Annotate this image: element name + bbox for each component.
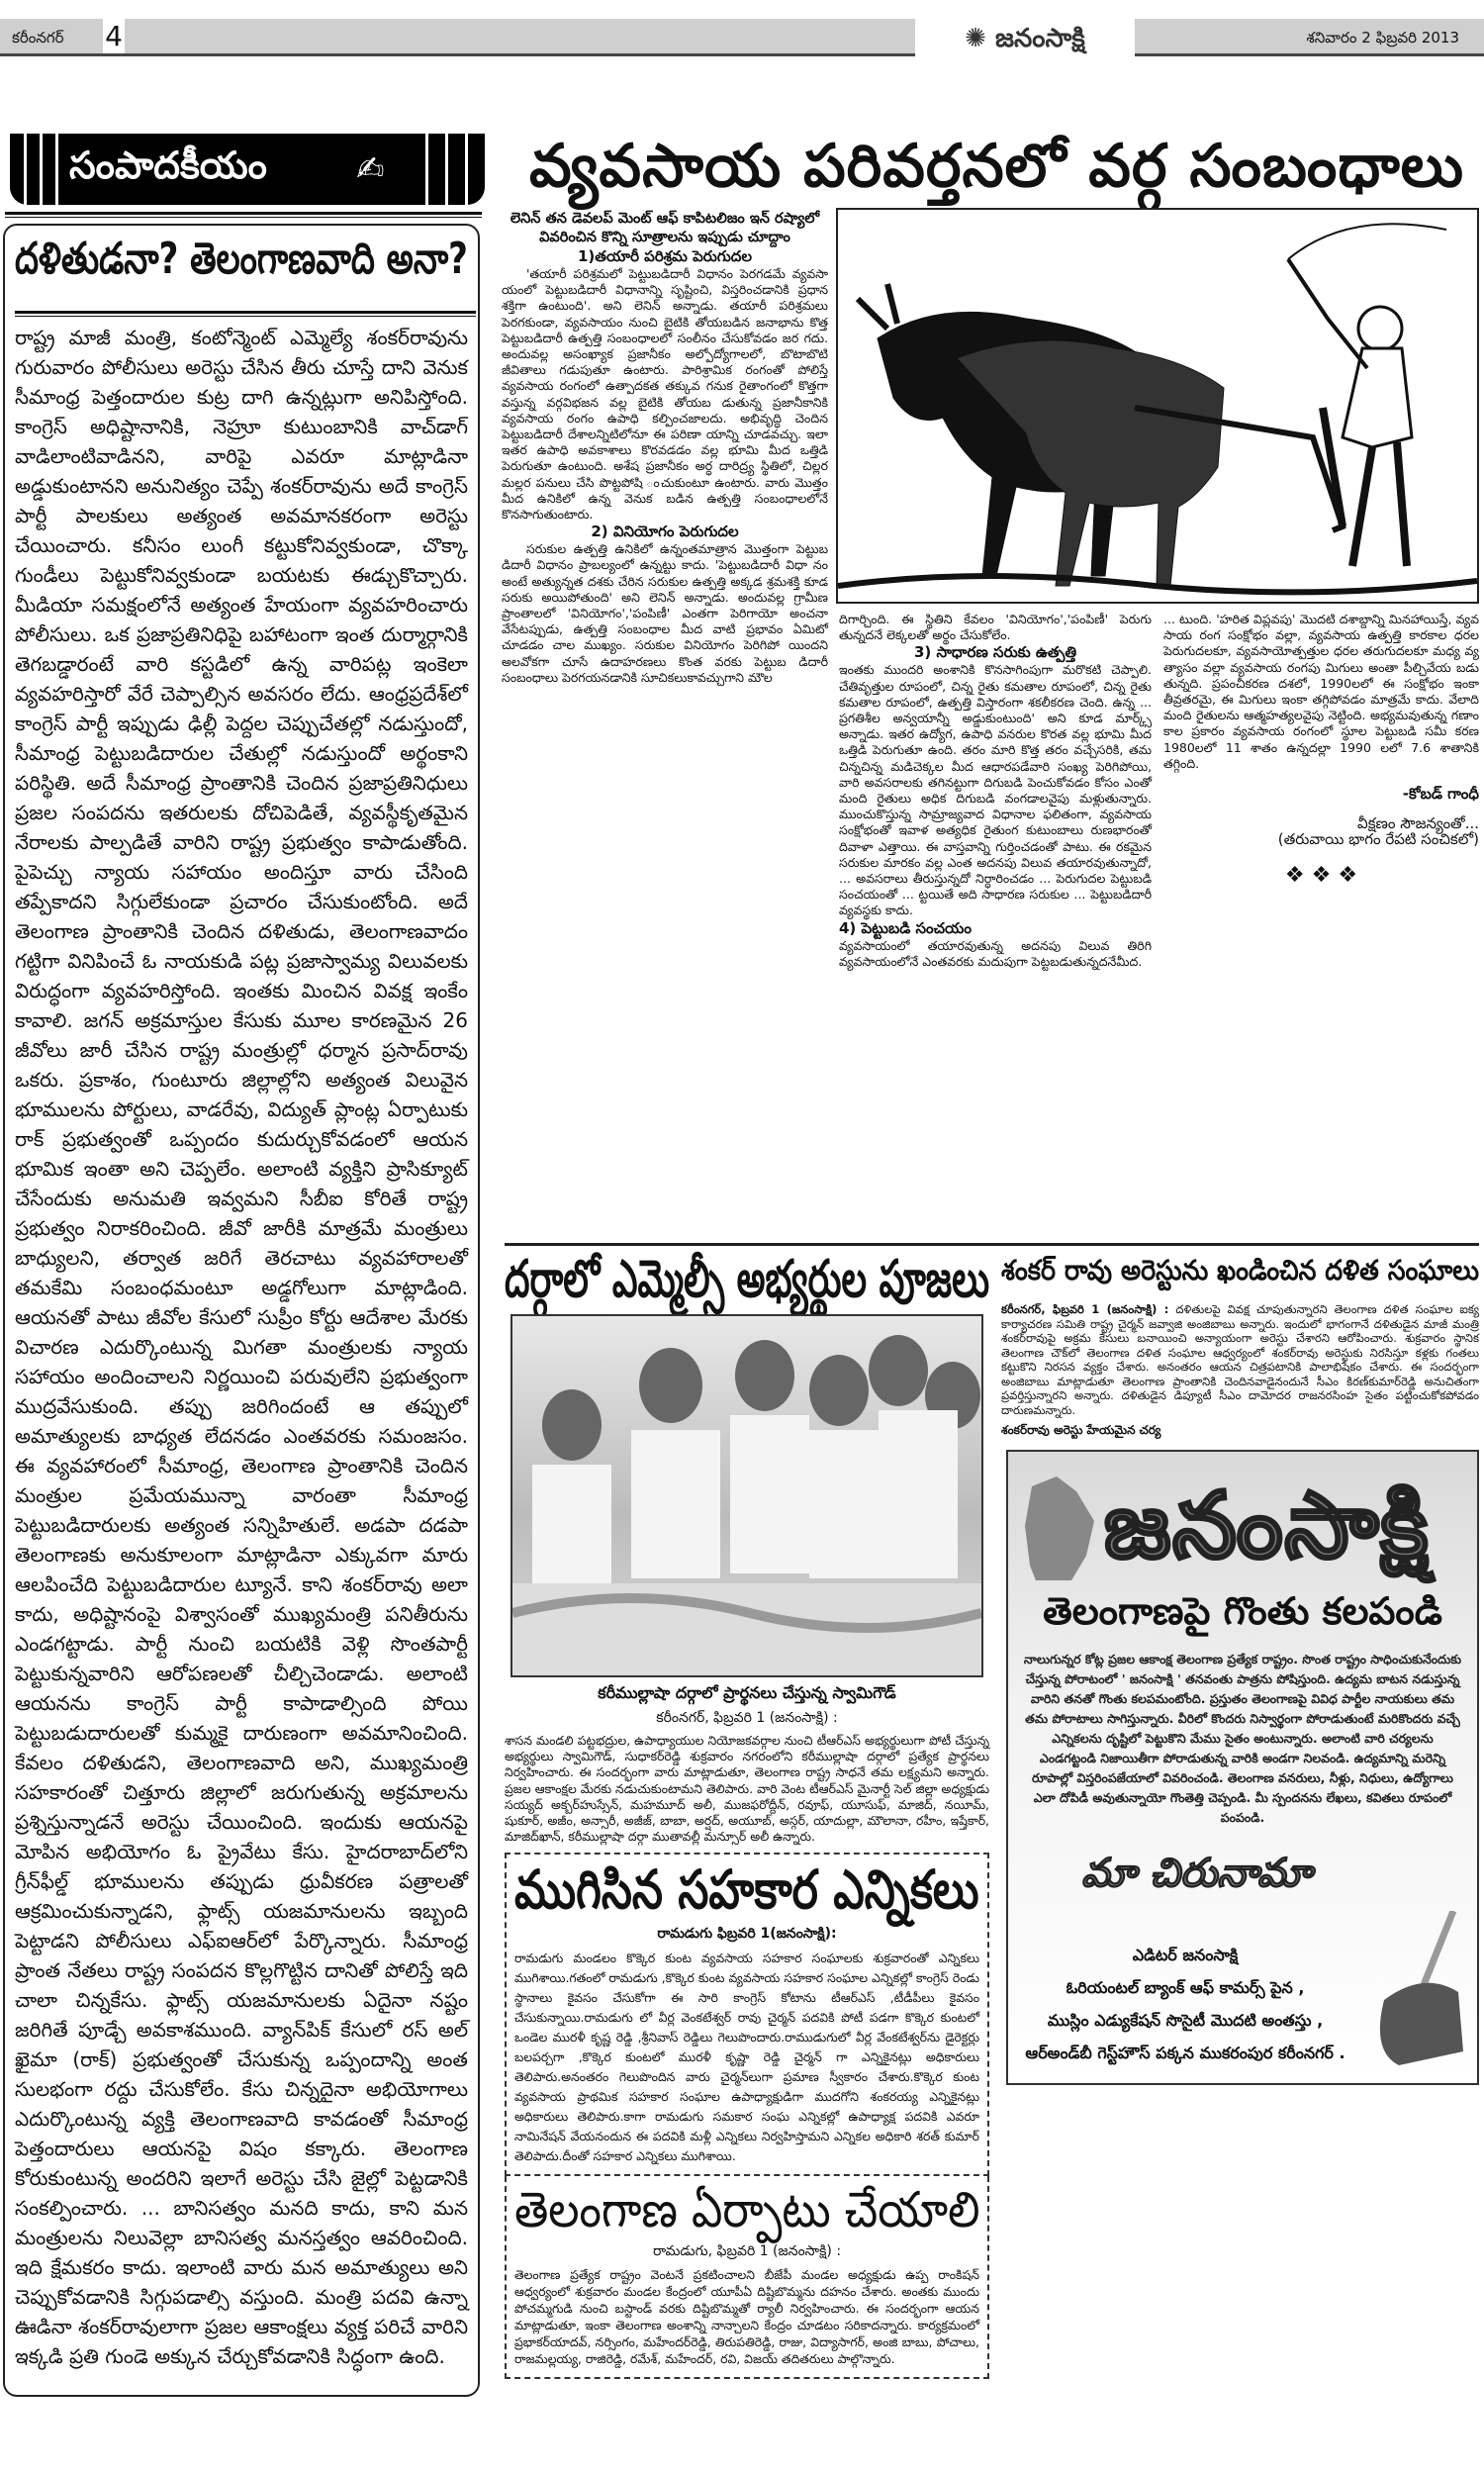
- author-byline: -కోబడ్ గాంధీ: [1402, 785, 1479, 804]
- section-heading: 4) పెట్టుబడి సంచయం: [839, 918, 972, 937]
- dalit-protest-article: [1001, 1249, 1479, 1440]
- article-subhead: శంకర్‌రావు అరెస్టు హేయమైన చర్య: [1001, 1423, 1161, 1437]
- address-line: ఆర్అండ్‌బీ గెస్ట్‌హౌస్ పక్కన ముకరంపుర కరీంనగర్ .: [1025, 2044, 1345, 2062]
- feature-column-3: [1163, 612, 1479, 888]
- photo-caption: కరీముల్లాషా దర్గాలో ప్రార్థనలు చేస్తున్న స్వామిగౌడ్: [598, 1683, 896, 1702]
- dargah-article: [505, 1683, 989, 1845]
- article-body: తెలంగాణ ప్రత్యేక రాష్ట్రం వెంటనే ప్రకటించాలని బీజేపీ మండల అధ్యక్షుడు ఉప్ప రాంకిషన్ ఆధ్వర్యంలో శుక్రవారం మండల కేంద్రంలో యూపీఏ దిష్టిబొమ్మను దహనం చేశారు. అంతకు ముందు పోచమ్మగుడి నుంచి బస్టాండ్ వరకు దిష్టిబొమ్మతో ర్యాలీ నిర్వహించారు. ఈ సందర్భంగా ఆయన మాట్లాడుతూ, ఇంకా తెలంగాణ అంశాన్ని నాన్చాలని కేంద్రం చూడటం సరికాదన్నారు. కార్యక్రమంలో ప్రభాకర్‌యాదవ్, నర్సింగం, మహేందర్‌రెడ్డి, తిరుపతిరెడ్డి, రాజు, విద్యాసాగర్, అంజి బాబు, పోచాలు, రాజమల్లయ్య, రాజిరెడ్డి, రమేశ్, మహేందర్, రవి, విజయ్ తదితరులు పాల్గొన్నారు.: [514, 2267, 979, 2367]
- editorial-article: [3, 224, 480, 2397]
- continued-note: (తరువాయి భాగం రేపటి సంచికలో): [1277, 830, 1479, 849]
- editorial-headline: దళితుడనా? తెలంగాణవాది అనా?: [15, 234, 468, 284]
- feature-headline: వ్యవసాయ పరివర్తనలో వర్గ సంబంధాలు: [528, 132, 1465, 201]
- coop-headline: ముగిసిన సహకార ఎన్నికలు: [514, 1858, 979, 1922]
- telangana-map-icon: [1022, 1472, 1096, 1580]
- section-text: 'తయారీ పరిశ్రమలో పెట్టుబడిదారీ విధానం పెరగడమే వ్యవసా యంలో పెట్టుబడిదారీ విధానాన్ని సృష్టించి, విస్తరించడానికి ప్రధాన శక్తిగా ఉంటుంది'. అని లెనిన్ అన్నాడు. తయారీ పరిశ్రమలు పెరగకుండా, వ్యవసాయం నుంచి బైటికి తోయబడిన జనాభాను కొత్త పెట్టుబడిదారీ ఉత్పత్తి సంబంధాలలో సంలీనం చేసుకోవడం జర గదు. అందువల్ల అసంఖ్యాక ప్రజానీకం అల్పోద్యోగాలలో, బొటాబొటి జీవితాలు గడుపుతూ ఉంటారు. పారిశ్రామిక రంగంతో పోలిస్తే వ్యవసాయ రంగంలో ఉత్పాదకత తక్కువ గనుక రైతాంగంలో కొత్తగా వస్తున్న వర్గవిభజన వల్ల బైటికి తోయబ డుతున్న ప్రజానీకానికి వ్యవసాయ రంగం ఉపాధి కల్పించజాలదు. అభివృద్ధి చెందిన పెట్టుబడిదారీ దేశాలన్నిటిలోనూ ఈ పరిణా యాన్ని చూడవచ్చు. ఇలా ఇతర ఉపాధి అవకాశాలు కొరవడడం వల్ల భూమి మీద ఒత్తిడి పెరుగుతూ ఉంటుంది. అశేష ప్రజానీకం అర్ధ దారిద్ర్య స్థితిలో, చిల్లర మల్లర పనులు చేసి పొట్టపోషి ంచుకుంటూ ఉంటారు. వారు మొత్తం మీద ఉనికిలో ఉన్న వెనుక బడిన ఉత్పత్తి సంబంధాలలోనే కొనసాగుతుంటారు.: [502, 266, 828, 523]
- article-body: శాసన మండలి పట్టభద్రుల, ఉపాధ్యాయుల నియోజకవర్గాల నుంచి టీఆర్ఎస్ అభ్యర్థులుగా పోటీ చేస్తున్న అభ్యర్థులు స్వామిగౌడ్, సుధాకర్‌రెడ్డి శుక్రవారం నగరంలోని కరీముల్లాషా దర్గాలో ప్రత్యేక ప్రార్థనలు నిర్వహించారు. ఈ సందర్భంగా వారు మాట్లాడుతూ, తెలంగాణ రాష్ట్ర సాధనే తమ లక్ష్యమని అన్నారు. ప్రజల ఆకాంక్షల మేరకు నడుచుకుంటామని తెలిపారు. వారి వెంట టీఆర్ఎస్ మైనార్టీ సెల్ జిల్లా అధ్యక్షుడు సయ్యద్ అక్బర్‌హుస్సేన్, మహమూద్ అలీ, ముజఫరోద్దీన్, రవూఫ్, యూసుఫ్, మాజిద్, నయీమ్, షుకూర్, అజీం, అన్సారీ, అజీజ్, బాబా, అర్షద్, అయూబ్, అస్గర్, యాదుల్లా, మౌలానా, రహీం, ఇష్తేకార్, మాజిద్‌ఖాన్, కరీముల్లాషా దర్గా ముతావల్లీ మన్సూర్ అలీ ఉన్నారు.: [505, 1733, 989, 1845]
- courtesy-note: వీక్షణం సౌజన్యంతో...: [1357, 814, 1479, 833]
- hand-with-pen-icon: [1354, 1911, 1463, 2069]
- divider: [505, 1243, 1479, 1246]
- editorial-label-text: సంపాదకీయం: [69, 143, 267, 187]
- feature-column-2: [839, 612, 1152, 970]
- ad-logo: జనంసాక్షి: [1104, 1473, 1431, 1578]
- section-text: ... టుంది. 'హరిత విప్లవపు' మొదటి దశాబ్దాన్ని మినహాయిస్తే, వ్యవ సాయ రంగ సంక్షోభం వల్లా, వ్యవసాయ ఉత్పత్తి కారకాల ధరల పెరుగుదలకూ, వ్యవసాయోత్పత్తుల ధరల తరుగుదలకూ మధ్య వ్య త్యాసం వల్లా వ్యవసాయ రంగపు మిగులు అంతా పీల్చివేయ బడు తున్నది. ప్రపంచీకరణ దశలో, 1990లలో ఈ సంక్షోభం ఇంకా తీవ్రతరమై, ఈ మిగులు ఇంకా తగ్గిపోవడం మాత్రమే కాదు. వేలాది మంది రైతులను ఆత్మహత్యలవైపు నెట్టింది. అభ్యమవుతున్న గణాం కాల ప్రకారం వ్యవసాయ రంగంలో స్థూల పెట్టుబడి సమీ కరణ 1980లలో 11 శాతం ఉన్నదల్లా 1990 లలో 7.6 శాతానికి తగ్గింది.: [1163, 612, 1479, 771]
- page-header: [0, 19, 1484, 56]
- logo-text: జనంసాక్షి: [995, 24, 1085, 53]
- section-text: సరుకుల ఉత్పత్తి ఉనికిలో ఉన్నంతమాత్రాన మొత్తంగా పెట్టుబ డిదారీ విధానం ప్రాబల్యంలో ఉన్నట్టు కాదు. 'పెట్టుబడిదారీ విధా నం అంటే అత్యున్నత దశకు చేరిన సరుకుల ఉత్పత్తి అక్కడ శ్రమశక్తి కూడ సరుకు అయిపోతుంది' అని లెనిన్ అన్నాడు. అందువల్ల గ్రామీణ ప్రాంతాలలో 'వినియోగం','పంపిణీ' ఎంతగా పెరిగాయో అంచనా వేసేటప్పుడు, ఉత్పత్తి సంబంధాల మీద వాటి ప్రభావం ఏమిటో చూడడం చాల ముఖ్యం. సరుకుల వినియోగం పెరిగిపో యిందని అలవోకగా చూసే ఉదాహరణలు కొంత వరకు పెట్టుబ డిదారీ సంబంధాలు పెరగయనడానికి సూచికలుకావచ్చుగాని మౌల: [502, 541, 828, 685]
- editorial-label: [10, 134, 485, 205]
- dargah-prayer-photo: [510, 1314, 983, 1677]
- issue-date: శనివారం 2 ఫిబ్రవరి 2013: [1306, 29, 1459, 47]
- coop-election-article: [505, 1853, 989, 2176]
- section-text: దిగార్చింది. ఈ స్థితిని కేవలం 'వినియోగం','పంపిణీ' పెరుగు తున్నదనే లెక్కలతో అర్థం చేసుకోలేం.: [839, 612, 1152, 643]
- dargah-headline: దర్గాలో ఎమ్మెల్సీ అభ్యర్థుల పూజలు: [505, 1250, 990, 1309]
- right-lower-column: [1001, 1249, 1479, 2085]
- logo-icon: ✺: [965, 24, 986, 53]
- ad-slogan: తెలంగాణపై గొంతు కలపండి: [1043, 1589, 1442, 1633]
- page-number: 4: [103, 19, 125, 53]
- ad-address: [1022, 1939, 1348, 2069]
- dateline: కరీంనగర్, ఫిబ్రవరి 1 (జనంసాక్షి) :: [656, 1710, 838, 1726]
- article-body: రామడుగు మండలం కొక్కెర కుంట వ్యవసాయ సహకార సంఘాలకు శుక్రవారంతో ఎన్నికలు ముగిశాయి.గతంలో రామడుగు ,కొక్కెర కుంట వ్యవసాయ సహకార సంఘాల ఎన్నికల్లో కాంగ్రెస్ రెండు స్థానాలు కైవసం చేసుకోగా ఈ సారి కాంగ్రెస్ కోటాను టీఆర్ఎస్ ,టీడీపీలు కైవసం చేసుకున్నాయి.రామడుగు లో వీర్ల వెంకటేశ్వర్ రావు చైర్మన్ పదవికి పోటీ పడగా కొక్కెర కుంటలో ఒండెల మురళీ కృష్ణ రెడ్డి ,శ్రీనివాస్ రెడ్డిలు గెలుపొందారు.రాముడుగులో వీర్ల వేంకటేశ్వర్‌ను డైరెక్టర్లు బలపర్చగా ,కొక్కెర కుంటలో మురళీ కృష్ణా రెడ్డి చైర్మన్ గా ఎన్నికైనట్లు అధికారులు తెలిపారు.అనంతరం గెలుపొందిన వారు చైర్మన్‌లుగా ప్రమాణ స్వీకారం చేశారు.కొక్కెర కుంట వ్యవసాయ ప్రాథమిక సహకార సంఘాల ఉపాధ్యాక్షుడిగా ముదగోని శంకరయ్య ఎన్నికైనట్లు అధికారులు తెలిపారు.కాగా రామడుగు సమకార సంఘ ఎన్నికల్లో ఉపాధ్యాక్ష పదవికి ఎవరూ నామినేషన్ వేయనందున ఈ పదవికి మళ్లీ ఎన్నికలు నిర్వహిస్తామని ఎన్నికల అధికారి శరత్ కుమార్ తెలిపాదు.దీంతో సహకార ఎన్నికలు ముగిశాయి.: [514, 1951, 979, 2164]
- middle-lower-column: [505, 1249, 989, 2379]
- dateline: రామడుగు ఫిబ్రవరి 1(జనంసాక్షి):: [657, 1926, 837, 1943]
- section-text: ఇంతకు ముందరి అంశానికి కొనసాగింపుగా మరొకటి చెప్పాలి. చేతివృత్తుల రూపంలో, చిన్న రైతు కమతాల రూపంలో, చిన్న రైతు కమతాల రూపంలో, ఉత్పత్తి విస్తారంగా శకలీకరణ చెంది. ఉన్న ... ప్రగతిశీల అన్వయాన్నీ అడ్డుకుంటుంది' అని కూడ మార్క్స్ అన్నాడు. ఇతర ఉద్యోగ, ఉపాధి వనరుల కొరత వల్ల భూమి మీద ఒత్తిడి పెరుగుతూ ఉంది. తరం మారి కొత్త తరం వచ్చేసరికి, తమ చిన్నచిన్న మడిచెక్కల మీద ఆధారపడేవారి సంఖ్య పెరిగిపోయి, వారి అవసరాలకు తగినట్టుగా దిగుబడి పెంచుకోవడం కోసం ఎంతో మంది రైతులు అధిక దిగుబడి వంగడాలవైపు మళ్లుతున్నారు. ముంచుకొస్తున్న సామ్రాజ్యవాద విధానాల ఫలితంగా, వ్యవసాయ సంక్షోభంతో ఇవాళ అత్యధిక రైతుంగ కుటుంబాలు రుణభారంతో దివాళా ఎత్తాయి. ఈ వాస్తవాన్ని గుర్తించడంతో పాటు. ఈ రకమైన సరుకుల మారకం వల్ల ఎంత అదనపు విలువ తయారవుతున్నాదో, ... అవసరాలు తీరుస్తున్నదో నిర్ధారించడం ... పెరుగుదల పెట్టుబడి సంచయంతో ... ట్టయితే అది సాధారణ సరుకుల ... పెట్టుబడిదారీ వ్యవస్థకు కాదు.: [839, 662, 1152, 918]
- dalit-headline: శంకర్ రావు అరెస్టును ఖండించిన దళిత సంఘాలు: [1001, 1254, 1479, 1286]
- section-heading: 2) వినియోగం పెరుగుదల: [591, 523, 739, 541]
- section-heading: 3) సాధారణ సరుకు ఉత్పత్తి: [913, 643, 1077, 662]
- divider: [5, 212, 482, 218]
- farmer-ploughing-cartoon: [836, 208, 1479, 604]
- address-line: ఎడిటర్ జనంసాక్షి: [1132, 1946, 1239, 1964]
- ornament-icon: ❖ ❖ ❖: [1284, 862, 1358, 888]
- janamsakshi-advertisement: [1006, 1450, 1479, 2085]
- edition-city: కరీంనగర్: [12, 29, 64, 47]
- section-heading: 1)తయారీ పరిశ్రమ పెరుగుదల: [578, 247, 752, 265]
- article-body: దళితులపై వివక్ష చూపుతున్నారని తెలంగాణ దళిత సంఘాల ఐక్య కార్యాచరణ సమితి రాష్ట్ర చైర్మన్ జవ్వాజి అంజిబాబు అన్నారు. ఇందులో భాగంగానే దళితుడైన మాజీ మంత్రి శంకర్‌రావుపై అక్రమ కేసులు బనాయించి అన్యాయంగా అరెస్టు చేశారని ఆరోపించారు. శుక్రవారం స్థానిక తెలంగాణ చౌక్‌లో తెలంగాణ దళిత సంఘాల ఆధ్వర్యంలో శంకర్‌రావు అరెస్టుకు నిరసిస్తూ కళ్లకు గంతలు కట్టుకొని నిరసన వ్యక్తం చేశారు. అనంతరం ఆయన చిత్రపటానికి పాలాభిషేకం చేశారు. ఈ సందర్భంగా అంజిబాబు మాట్లాడుతూ తెలంగాణ ప్రాంతానికి చెందినవాడైనందునే సీఎం కిరణ్‌కుమార్‌రెడ్డి అనుచితంగా ప్రవర్తిస్తున్నారని అన్నారు. దళితుడైన డిప్యూటీ సీఎం దామోదర రాజనరసింహ సైతం పట్టించుకోకపోవడం దారుణమన్నారు.: [1001, 1302, 1479, 1417]
- address-heading: మా చిరునామా: [1081, 1851, 1312, 1896]
- pen-icon: ✍: [356, 149, 385, 189]
- divider: [15, 311, 476, 317]
- feature-intro: లెనిన్ తన డెవలప్ మెంట్ ఆఫ్ కాపిటలిజం ఇన్ రష్యాలో వివరించిన కొన్ని సూత్రాలను ఇప్పుడు చూద్దాం: [510, 211, 820, 245]
- dateline: కరీంనగర్, ఫిబ్రవరి 1 (జనంసాక్షి) :: [1001, 1302, 1169, 1316]
- feature-column-1: [502, 210, 828, 686]
- ad-message: నాలుగున్నర కోట్ల ప్రజల ఆకాంక్ష తెలంగాణ ప్రత్యేక రాష్ట్రం. సొంత రాష్ట్రం సాధించుకునేందుకు చేస్తున్న పోరాటంలో ' జనంసాక్షి ' తనవంతు పాత్రను పోషిస్తుంది. ఉద్యమ బాటన నడుస్తున్న వారిని తనతో గొంతు కలపమంటోంది. ప్రస్తుతం తెలంగాణపై వివిధ పార్టీల నాయకులు తమ తమ పోరాటాలు సాగిస్తున్నారు. వీరిలో కొందరు నిస్వార్థంగా పోరాడుతుంటే మరికొందరు వచ్చే ఎన్నికలను దృష్టిలో పెట్టుకొని మేము సైతం అంటున్నారు. అలాంటి వారి చర్యలను ఎండగట్టండి నిజాయితీగా పోరాడుతున్న వారికి అండగా నిలవండి. ఉద్యమాన్ని మరెన్ని రూపాల్లో విస్తరింపజేయాలో వివరించండి. తెలంగాణ వనరులు, నీళ్లు, నిధులు, ఉద్యోగాలు ఎలా దోపిడీ అవుతున్నాయో గొంతెత్తి చెప్పండి. మీ స్పందనను లేఖలు, కవితలు రూపంలో పంపండి.: [1023, 1652, 1462, 1825]
- masthead-logo: [915, 19, 1135, 58]
- section-text: వ్యవసాయంలో తయారవుతున్న అదనపు విలువ తిరిగి వ్యవసాయంలోనే ఎంతవరకు మదుపుగా పెట్టబడుతున్నదనేమీద.: [839, 937, 1152, 969]
- telangana-article: [505, 2176, 989, 2379]
- telangana-headline: తెలంగాణ ఏర్పాటు చేయాలి: [514, 2181, 980, 2239]
- address-line: ముస్లిం ఎడ్యుకేషన్ సొసైటీ మొదటి అంతస్తు ,: [1047, 2011, 1324, 2030]
- editorial-body: రాష్ట్ర మాజీ మంత్రి, కంటోన్మెంట్ ఎమ్మెల్యే శంకర్‌రావును గురువారం పోలీసులు అరెస్టు చేసిన తీరు చూస్తే దాని వెనుక సీమాంధ్ర పెత్తందారుల కుట్ర దాగి ఉన్నట్లుగా అనిపిస్తోంది. కాంగ్రెస్ అధిష్టానానికి, నెహ్రూ కుటుంబానికి వాచ్‌డాగ్ వాడిలాంటివాడినని, వారిపై ఎవరూ మాట్లాడినా అడ్డుకుంటానని అనునిత్యం చెప్పే శంకర్‌రావును అదే కాంగ్రెస్ పార్టీ పాలకులు అత్యంత అవమానకరంగా అరెస్టు చేయించారు. కనీసం లుంగీ కట్టుకోనివ్వకుండా, చొక్కా గుండీలు పెట్టుకోనివ్వకుండా బయటకు ఈడ్చుకొచ్చారు. మీడియా సమక్షంలోనే అత్యంత హేయంగా వ్యవహరించారు పోలీసులు. ఒక ప్రజాప్రతినిధిపై బహాటంగా ఇంత దుర్మార్గానికి తెగబడ్డారంటే వారి కస్టడిలో ఉన్న వారిపట్ల ఇంకెలా వ్యవహరిస్తారో వేరే చెప్పాల్సిన అవసరం లేదు. ఆంధ్రప్రదేశ్‌లో కాంగ్రెస్ పార్టీ ఇప్పుడు ఢిల్లీ పెద్దల చెప్పుచేతల్లో నడుస్తుందో, సీమాంధ్ర పెట్టుబడిదారుల చేతుల్లో నడుస్తుందో అర్థంకాని పరిస్థితి. అదే సీమాంధ్ర ప్రాంతానికి చెందిన ప్రజాప్రతినిధులు ప్రజల సంపదను ఇతరులకు దోచిపెడితే, వ్యవస్థీకృతమైన నేరాలకు పాల్పడితే వారిని రాష్ట్ర ప్రభుత్వం కాపాడుతోంది. పైపెచ్చు న్యాయ సహాయం అందిస్తూ వారు చేసింది తప్పేకాదని సిగ్గులేకుండా ప్రచారం చేసుకుంటోంది. అదే తెలంగాణ ప్రాంతానికి చెందిన దళితుడు, తెలంగాణవాదం గట్టిగా వినిపించే ఓ నాయకుడి పట్ల ప్రజాస్వామ్య విలువలకు విరుద్ధంగా వ్యవహరిస్తోంది. ఇంతకు మించిన వివక్ష ఇంకేం కావాలి. జగన్ అక్రమాస్తుల కేసుకు మూల కారణమైన 26 జీవోలు జారీ చేసిన రాష్ట్ర మంత్రుల్లో ధర్మాన ప్రసాద్‌రావు ఒకరు. ప్రకాశం, గుంటూరు జిల్లాల్లోని అత్యంత విలువైన భూములను పోర్టులు, వాడరేవు, విద్యుత్ ప్లాంట్ల ఏర్పాటుకు రాక్ ప్రభుత్వంతో ఒప్పందం కుదుర్చుకోవడంలో ఆయన భూమిక ఇంతా అని చెప్పలేం. అలాంటి వ్యక్తిని ప్రాసిక్యూట్ చేసేందుకు అనుమతి ఇవ్వమని సీబీఐ కోరితే రాష్ట్ర ప్రభుత్వం నిరాకరించింది. జీవో జారీకి మాత్రమే మంత్రులు బాధ్యులని, తర్వాత జరిగే తెరచాటు వ్యవహారాలతో తమకేమి సంబంధమంటూ అడ్డగోలుగా మాట్లాడింది. ఆయనతో పాటు జీవోల కేసులో సుప్రీం కోర్టు ఆదేశాల మేరకు విచారణ ఎదుర్కొంటున్న మిగతా మంత్రులకు న్యాయ సహాయం అందించాలని నిర్ణయించి పరువులేని ప్రభుత్వంగా ముద్రవేసుకుంది. తప్పు జరిగిందంటే ఆ తప్పులో అమాత్యులకు బాధ్యత లేదనడం ఎంతవరకు సమంజసం. ఈ వ్యవహారంలో సీమాంధ్ర, తెలంగాణ ప్రాంతానికి చెందిన మంత్రుల ప్రమేయమున్నా వారంతా సీమాంధ్ర పెట్టుబడిదారులకు అత్యంత సన్నిహితులే. అడపా దడపా తెలంగాణకు అనుకూలంగా మాట్లాడినా ఎక్కువగా మారు ఆలపించేది పెట్టుబడిదారుల ట్యూనే. కాని శంకర్‌రావు అలా కాదు, అధిష్టానంపై విశ్వాసంతో ముఖ్యమంత్రి పనితీరును ఎండగట్టాడు. పార్టీ నుంచి బయటికి వెళ్లి సొంతపార్టీ పెట్టుకున్నవారిని ఆరోపణలతో చీల్చిచెండాడు. అలాంటి ఆయనను కాంగ్రెస్ పార్టీ కాపాడాల్సింది పోయి పెట్టుబడుదారులతో కుమ్మకై దారుణంగా అవమానించింది. కేవలం దళితుడని, తెలంగాణవాది అని, ముఖ్యమంత్రి సహకారంతో చిత్తూరు జిల్లాలో జరుగుతున్న అక్రమాలను ప్రశ్నిస్తున్నాడనే అరెస్టు చేయించింది. ఇందుకు ఆయనపై మోపిన అభియోగం ఓ ప్రైవేటు కేసు. హైదరాబాద్‌లోని గ్రీన్‌ఫీల్డ్ భూములను తప్పుడు ధ్రువీకరణ పత్రాలతో ఆక్రమించుకున్నాడని, ఫ్లాట్స్ యజమానులను ఇబ్బంది పెట్టాడని పోలీసులు ఎఫ్ఐఆర్‌లో పేర్కొన్నారు. సీమాంధ్ర ప్రాంత నేతలు రాష్ట్ర సంపదన కొల్లగొట్టిన దానితో పోలిస్తే ఇది చాలా చిన్నకేసు. ఫ్లాట్స్ యజమానులకు ఏదైనా నష్టం జరిగితే పూడ్చే అవకాశముంది. వ్యాన్‌పిక్ కేసులో రస్ అల్ ఖైమా (రాక్) ప్రభుత్వంతో చేసుకున్న ఒప్పందాన్ని అంత సులభంగా రద్దు చేసుకోలేం. కేసు చిన్నదైనా అభియోగాలు ఎదుర్కొంటున్న వ్యక్తి తెలంగాణవాది కావడంతో సీమాంధ్ర పెత్తందారులు ఆయనపై విషం కక్కారు. తెలంగాణ కోరుకుంటున్న అందరిని ఇలాగే అరెస్టు చేసి జైల్లో పెట్టడానికి సంకల్పించారు. ... బానిసత్వం మనది కాదు, కాని మన మంత్రులను నిలువెల్లా బానిసత్వ మనస్తత్వం ఆవరించింది. ఇది క్షేమకరం కాదు. ఇలాంటి వారు మన అమాత్యులు అని చెప్పుకోవడానికి సిగ్గుపడాల్సి వస్తుంది. మంత్రి పదవి ఉన్నా ఊడినా శంకర్‌రావులాగా ప్రజల ఆకాంక్షలు వ్యక్త పరిచే వారిని ఇక్కడి ప్రతి గుండె అక్కున చేర్చుకోవడానికి సిద్ధంగా ఉంది.: [15, 326, 468, 2368]
- dateline: రామడుగు, ఫిబ్రవరి 1 (జనంసాక్షి) :: [652, 2243, 842, 2260]
- address-line: ఓరియంటల్ బ్యాంక్ ఆఫ్ కామర్స్ పైన ,: [1066, 1978, 1305, 1997]
